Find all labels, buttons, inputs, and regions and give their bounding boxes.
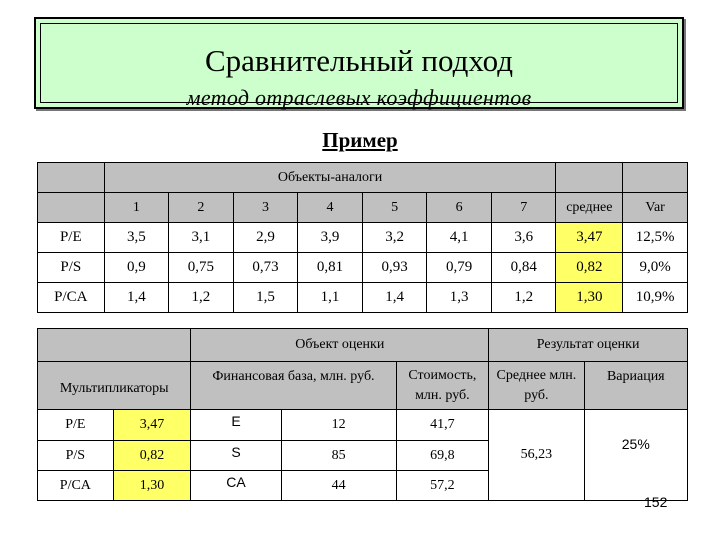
result-header: Результат оценки bbox=[489, 329, 688, 362]
base-value-cell: 12 bbox=[281, 410, 396, 441]
analogs-header-blank bbox=[623, 163, 688, 193]
table-cell: 3,9 bbox=[298, 223, 363, 253]
analogs-corner-cell bbox=[38, 193, 105, 223]
multiplier-cell: 0,82 bbox=[113, 441, 191, 471]
analogs-group-header: Объекты-аналоги bbox=[104, 163, 556, 193]
var-cell: 12,5% bbox=[623, 223, 688, 253]
mean-cell: 3,47 bbox=[556, 223, 623, 253]
column-header-mean: среднее bbox=[556, 193, 623, 223]
row-label: P/S bbox=[38, 253, 105, 283]
table-cell: 0,79 bbox=[427, 253, 492, 283]
base-value-cell: 44 bbox=[281, 471, 396, 501]
slide-subtitle: метод отраслевых коэффициентов bbox=[186, 85, 532, 110]
column-header: 4 bbox=[298, 193, 363, 223]
slide-title: Сравнительный подход bbox=[204, 43, 514, 78]
table-cell: 0,81 bbox=[298, 253, 363, 283]
var-cell: 10,9% bbox=[623, 283, 688, 313]
base-name-cell: E bbox=[191, 410, 281, 441]
table-row bbox=[38, 410, 688, 441]
base-header: Финансовая база, млн. руб. bbox=[191, 362, 396, 410]
table-cell: 2,9 bbox=[233, 223, 298, 253]
value-cell: 41,7 bbox=[396, 410, 489, 441]
valuation-corner-cell bbox=[38, 329, 191, 362]
column-header-var: Var bbox=[623, 193, 688, 223]
column-header: 3 bbox=[233, 193, 298, 223]
multipliers-header: Мультипликаторы bbox=[38, 362, 191, 410]
analogs-corner-cell bbox=[38, 163, 105, 193]
base-name-cell: S bbox=[191, 441, 281, 471]
table-row bbox=[38, 283, 688, 313]
table-cell: 1,3 bbox=[427, 283, 492, 313]
table-cell: 0,84 bbox=[491, 253, 556, 283]
multiplier-cell: 1,30 bbox=[113, 471, 191, 501]
table-cell: 3,2 bbox=[362, 223, 427, 253]
base-value-cell: 85 bbox=[281, 441, 396, 471]
variation-header: Вариация bbox=[584, 362, 687, 410]
base-name-cell: CA bbox=[191, 471, 281, 501]
table-cell: 1,1 bbox=[298, 283, 363, 313]
column-header: 6 bbox=[427, 193, 492, 223]
mean-cell: 0,82 bbox=[556, 253, 623, 283]
analogs-header-blank bbox=[556, 163, 623, 193]
valuation-table bbox=[37, 328, 688, 501]
table-cell: 0,73 bbox=[233, 253, 298, 283]
result-mean-cell: 56,23 bbox=[489, 410, 584, 501]
table-row bbox=[38, 253, 688, 283]
row-label: P/E bbox=[38, 223, 105, 253]
column-header: 2 bbox=[169, 193, 234, 223]
mean-cell: 1,30 bbox=[556, 283, 623, 313]
table-cell: 4,1 bbox=[427, 223, 492, 253]
row-label: P/S bbox=[38, 441, 114, 471]
table-cell: 0,9 bbox=[104, 253, 168, 283]
mean-header: Среднее млн. руб. bbox=[489, 362, 584, 410]
column-header: 1 bbox=[104, 193, 168, 223]
page-number: 152 bbox=[644, 494, 668, 510]
row-label: P/CA bbox=[38, 471, 114, 501]
title-banner bbox=[34, 17, 684, 109]
table-cell: 3,1 bbox=[169, 223, 234, 253]
result-variation-cell: 25% bbox=[584, 410, 687, 501]
value-cell: 69,8 bbox=[396, 441, 489, 471]
analogs-table bbox=[37, 162, 688, 313]
example-heading bbox=[0, 128, 720, 153]
table-cell: 1,4 bbox=[104, 283, 168, 313]
table-cell: 1,2 bbox=[491, 283, 556, 313]
object-header: Объект оценки bbox=[191, 329, 489, 362]
column-header: 5 bbox=[362, 193, 427, 223]
value-header: Стоимость, млн. руб. bbox=[396, 362, 489, 410]
table-cell: 3,6 bbox=[491, 223, 556, 253]
table-cell: 0,75 bbox=[169, 253, 234, 283]
table-cell: 1,4 bbox=[362, 283, 427, 313]
value-cell: 57,2 bbox=[396, 471, 489, 501]
row-label: P/CA bbox=[38, 283, 105, 313]
column-header: 7 bbox=[491, 193, 556, 223]
table-row bbox=[38, 223, 688, 253]
example-label: Пример bbox=[322, 128, 398, 152]
table-cell: 0,93 bbox=[362, 253, 427, 283]
table-cell: 1,2 bbox=[169, 283, 234, 313]
table-cell: 3,5 bbox=[104, 223, 168, 253]
multiplier-cell: 3,47 bbox=[113, 410, 191, 441]
row-label: P/E bbox=[38, 410, 114, 441]
table-cell: 1,5 bbox=[233, 283, 298, 313]
var-cell: 9,0% bbox=[623, 253, 688, 283]
